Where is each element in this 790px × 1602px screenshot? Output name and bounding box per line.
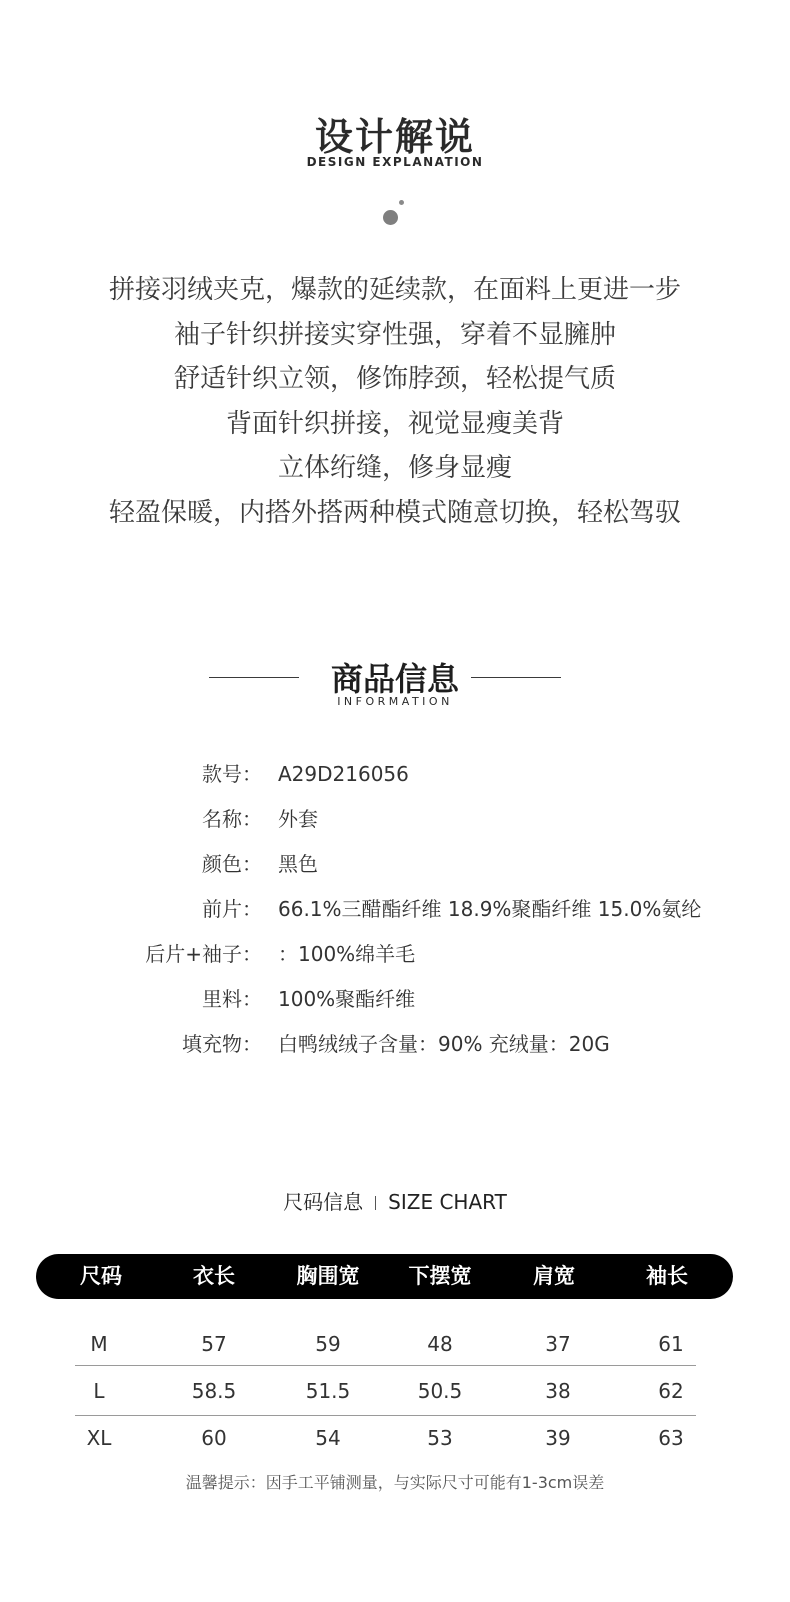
table-cell: 51.5	[305, 1379, 351, 1403]
table-cell: 59	[315, 1332, 341, 1356]
design-description	[0, 268, 790, 535]
table-cell: 53	[427, 1426, 453, 1450]
info-label: 前片：	[202, 897, 262, 921]
info-value: 100%聚酯纤维	[278, 987, 416, 1011]
information-subtitle: INFORMATION	[337, 695, 453, 708]
decor-dot-small	[399, 200, 404, 205]
table-cell: 57	[201, 1332, 227, 1356]
header-cell-chest: 胸围宽	[296, 1264, 360, 1288]
description-line: 背面针织拼接，视觉显瘦美背	[225, 408, 564, 439]
row-divider	[75, 1365, 696, 1366]
table-cell: 60	[201, 1426, 227, 1450]
header-cell-sleeve: 袖长	[646, 1264, 688, 1288]
information-title: 商品信息	[330, 660, 459, 698]
table-cell: M	[90, 1332, 108, 1356]
size-chart-title-cn: 尺码信息	[283, 1190, 364, 1214]
size-chart-title	[0, 1186, 790, 1215]
info-row-lining	[0, 985, 790, 1030]
info-row-filling	[0, 1030, 790, 1075]
decor-dot-large	[383, 210, 398, 225]
header-cell-length: 衣长	[193, 1264, 235, 1288]
header-cell-hem: 下摆宽	[408, 1264, 472, 1288]
info-value: A29D216056	[278, 762, 409, 786]
info-label: 名称：	[202, 807, 262, 831]
header-cell-shoulder: 肩宽	[533, 1264, 575, 1288]
info-value: ：100%绵羊毛	[278, 942, 416, 966]
info-label: 款号：	[202, 762, 262, 786]
description-line: 舒适针织立领，修饰脖颈，轻松提气质	[173, 364, 616, 394]
info-row-back-sleeves	[0, 940, 790, 985]
info-row-style-number	[0, 760, 790, 805]
table-cell: 50.5	[417, 1379, 463, 1403]
info-label: 后片+袖子：	[145, 942, 262, 966]
table-cell: XL	[86, 1426, 112, 1450]
table-cell: 38	[545, 1379, 571, 1403]
header-cell-size: 尺码	[80, 1264, 122, 1288]
design-subtitle: DESIGN EXPLANATION	[306, 155, 484, 169]
row-divider	[75, 1415, 696, 1416]
design-title: 设计解说	[314, 115, 475, 159]
measurement-note: 温馨提示：因手工平铺测量，与实际尺寸可能有1-3cm误差	[185, 1473, 605, 1492]
size-table-header	[36, 1254, 733, 1299]
size-chart-title-en: SIZE CHART	[388, 1190, 507, 1214]
info-row-front-panel	[0, 895, 790, 940]
description-line: 袖子针织拼接实穿性强，穿着不显臃肿	[173, 319, 616, 350]
table-cell: 54	[315, 1426, 341, 1450]
info-label: 填充物：	[182, 1032, 262, 1056]
table-cell: 58.5	[191, 1379, 237, 1403]
info-label: 颜色：	[202, 852, 262, 876]
description-line: 拼接羽绒夹克，爆款的延续款，在面料上更进一步	[108, 275, 681, 305]
info-row-color	[0, 850, 790, 895]
table-cell: 61	[658, 1332, 684, 1356]
info-value: 黑色	[278, 852, 318, 876]
info-value: 66.1%三醋酯纤维 18.9%聚酯纤维 15.0%氨纶	[278, 897, 702, 921]
table-cell: 39	[545, 1426, 571, 1450]
table-cell: 37	[545, 1332, 571, 1356]
table-cell: L	[93, 1379, 105, 1403]
table-cell: 48	[427, 1332, 453, 1356]
description-line: 轻盈保暖，内搭外搭两种模式随意切换，轻松驾驭	[108, 497, 681, 528]
info-label: 里料：	[202, 987, 262, 1011]
info-value: 外套	[278, 807, 318, 831]
info-row-name	[0, 805, 790, 850]
info-value: 白鸭绒绒子含量：90% 充绒量：20G	[278, 1032, 610, 1056]
table-cell: 63	[658, 1426, 684, 1450]
title-separator	[375, 1196, 376, 1210]
description-line: 立体绗缝，修身显瘦	[277, 453, 512, 483]
table-cell: 62	[658, 1379, 684, 1403]
